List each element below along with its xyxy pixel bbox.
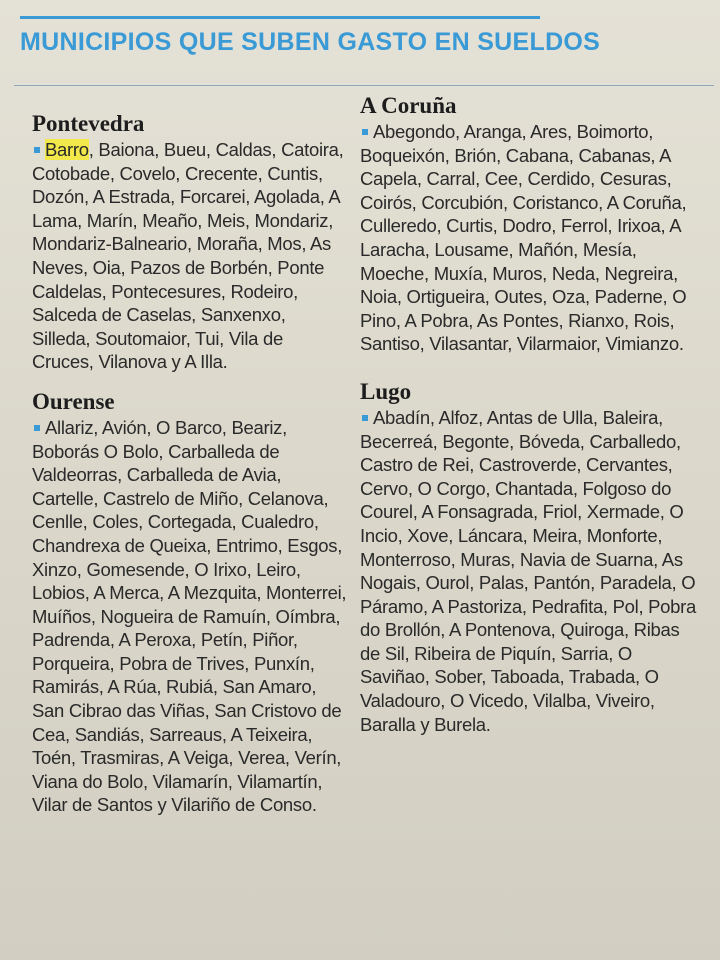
municipality-list-pontevedra xyxy=(32,138,348,374)
left-column xyxy=(32,92,348,817)
province-title-lugo: Lugo xyxy=(360,378,412,404)
bullet-icon xyxy=(362,129,368,135)
bullet-icon xyxy=(34,147,40,153)
headline: MUNICIPIOS QUE SUBEN GASTO EN SUELDOS xyxy=(20,28,601,56)
right-column xyxy=(360,92,700,736)
municipality-list-lugo xyxy=(360,406,700,736)
municipality-list-text: , Baiona, Bueu, Caldas, Catoira, Cotobade, Covelo, Crecente, Cuntis, Dozón, A Estrada, Forcarei, Agolada, A Lama, Marín, Meaño, Meis, Mondariz, Mondariz-Balneario, Moraña, Mos, As Neves, Oia, Pazos de Borbén, Ponte Caldelas, Pontecesures, Rodeiro, Salceda de Caselas, Sanxenxo, Silleda, Soutomaior, Tui, Vila de Cruces, Vilanova y A Illa. xyxy=(32,139,344,373)
top-divider xyxy=(20,2,540,19)
municipality-list-text: Abegondo, Aranga, Ares, Boimorto, Boqueixón, Brión, Cabana, Cabanas, A Capela, Carral, Cee, Cerdido, Cesuras, Coirós, Corcubión, Coristanco, A Coruña, Culleredo, Curtis, Dodro, Ferrol, Irixoa, A Laracha, Lousame, Mañón, Mesía, Moeche, Muxía, Muros, Neda, Negreira, Noia, Ortigueira, Outes, Oza, Paderne, O Pino, A Pobra, As Pontes, Rianxo, Rois, Santiso, Vilasantar, Vilarmaior, Vimianzo. xyxy=(360,121,687,355)
municipality-list-text: Allariz, Avión, O Barco, Beariz, Boborás O Bolo, Carballeda de Valdeorras, Carballeda de Avia, Cartelle, Castrelo de Miño, Celanova, Cenlle, Coles, Cortegada, Cualedro, Chandrexa de Queixa, Entrimo, Esgos, Xinzo, Gomesende, O Irixo, Leiro, Lobios, A Merca, A Mezquita, Monterrei, Muíños, Nogueira de Ramuín, Oímbra, Padrenda, A Peroxa, Petín, Piñor, Porqueira, Pobra de Trives, Punxín, Ramirás, A Rúa, Rubiá, San Amaro, San Cibrao das Viñas, San Cristovo de Cea, Sandiás, Sarreaus, A Teixeira, Toén, Trasmiras, A Veiga, Verea, Verín, Viana do Bolo, Vilamarín, Vilamartín, Vilar de Santos y Vilariño de Conso. xyxy=(32,416,347,816)
province-title-ourense: Ourense xyxy=(32,388,115,414)
municipality-list-coruna xyxy=(360,120,700,356)
highlighted-municipality: Barro xyxy=(45,139,89,160)
province-title-pontevedra: Pontevedra xyxy=(32,111,145,136)
headline-divider xyxy=(14,85,714,86)
bullet-icon xyxy=(34,425,40,431)
province-title-coruna: A Coruña xyxy=(360,93,457,118)
municipality-list-ourense xyxy=(32,416,348,817)
municipality-list-text: Abadín, Alfoz, Antas de Ulla, Baleira, Becerreá, Begonte, Bóveda, Carballedo, Castro de Rei, Castroverde, Cervantes, Cervo, O Corgo, Chantada, Folgoso do Courel, A Fonsagrada, Friol, Xermade, O Incio, Xove, Láncara, Meira, Monforte, Monterroso, Muras, Navia de Suarna, As Nogais, Ourol, Palas, Pantón, Paradela, O Páramo, A Pastoriza, Pedrafita, Pol, Pobra do Brollón, A Pontenova, Quiroga, Ribas de Sil, Ribeira de Piquín, Sarria, O Saviñao, Sober, Taboada, Trabada, O Valadouro, O Vicedo, Vilalba, Viveiro, Baralla y Burela. xyxy=(360,406,697,735)
bullet-icon xyxy=(362,415,368,421)
